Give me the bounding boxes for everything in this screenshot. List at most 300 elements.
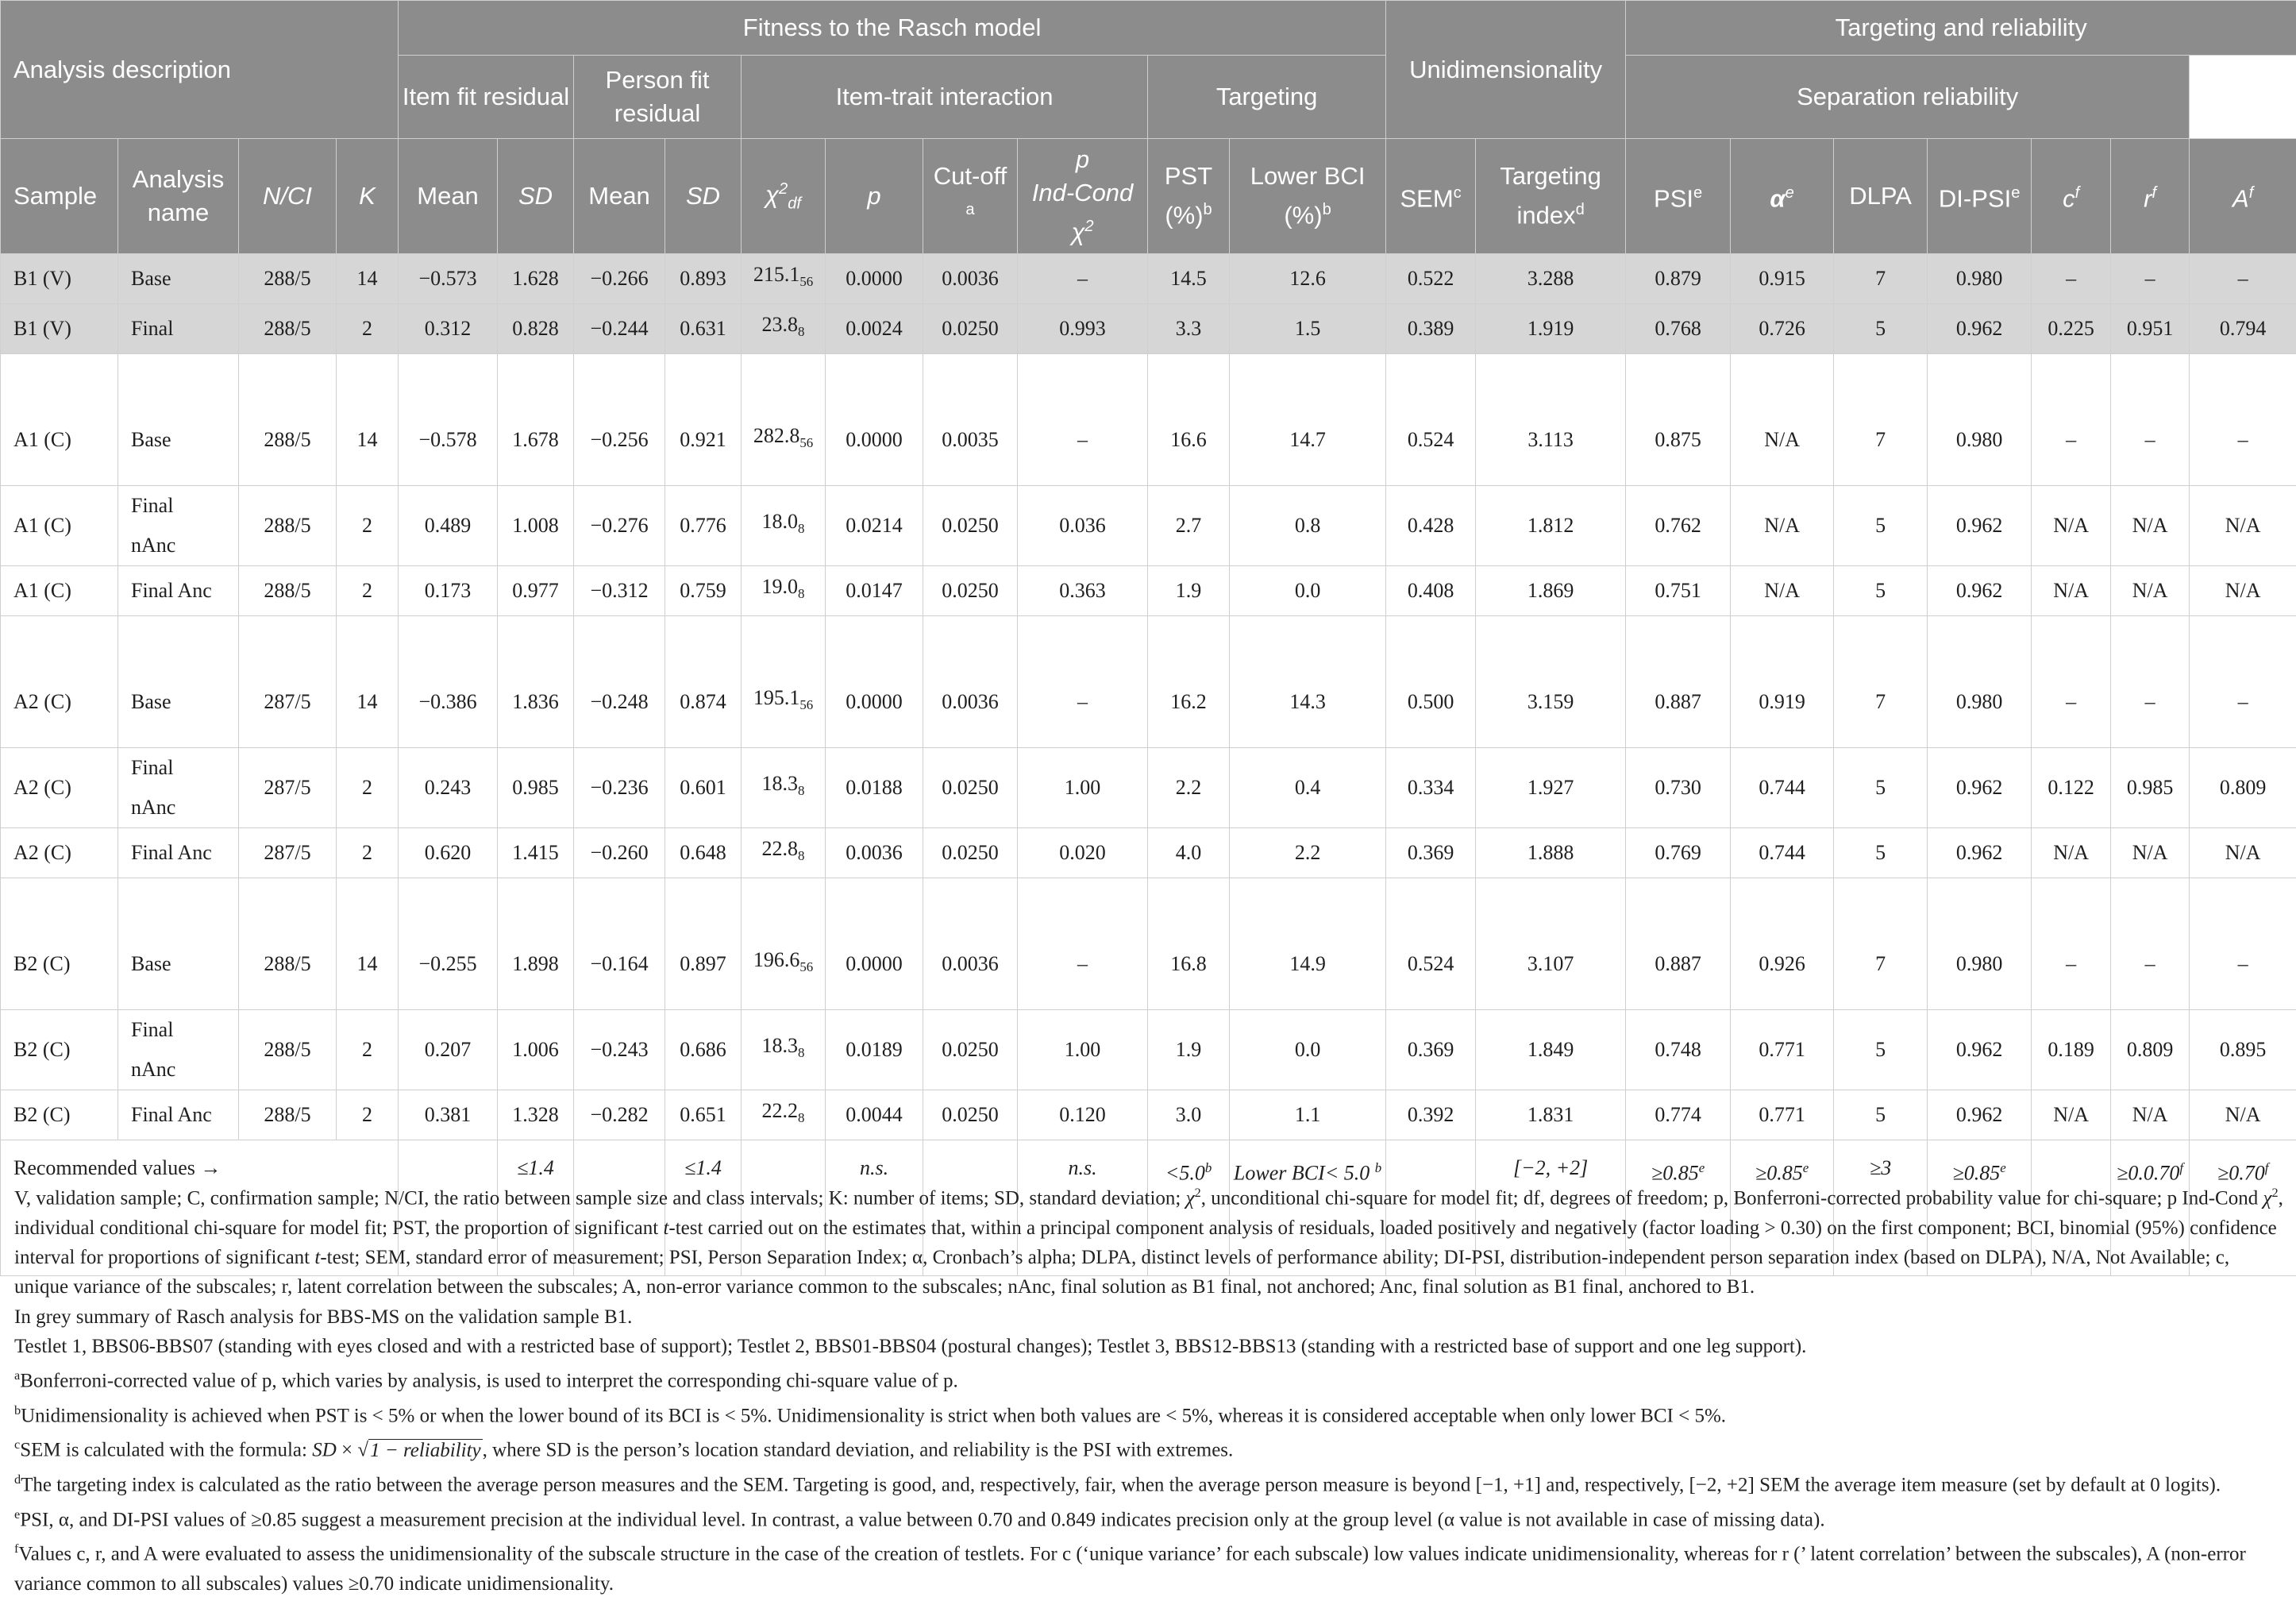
cell-alpha: N/A xyxy=(1731,486,1834,566)
cell-sample: A2 (C) xyxy=(1,828,118,878)
cell-dlpa: 5 xyxy=(1834,486,1928,566)
cell-ti: 1.849 xyxy=(1476,1010,1626,1090)
cell-m2: −0.312 xyxy=(574,566,665,616)
note-abbreviations xyxy=(14,1178,2285,1302)
rec-item-fit-sd: ≤1.4 xyxy=(498,1140,574,1276)
note-abbrev-3: , individual conditional chi-square for model fit; PST, the proportion of significant xyxy=(14,1187,2283,1239)
cell-chi xyxy=(742,878,826,1010)
cell-pind: 1.00 xyxy=(1018,1010,1148,1090)
note-a-mark: a xyxy=(14,1368,21,1383)
cell-pst: 1.9 xyxy=(1148,1010,1230,1090)
col-chi-square xyxy=(742,139,826,254)
cell-a: – xyxy=(2190,878,2296,1010)
cell-m2: −0.243 xyxy=(574,1010,665,1090)
cell-m1: 0.173 xyxy=(399,566,498,616)
cell-lbci: 1.1 xyxy=(1230,1090,1386,1140)
cell-chi xyxy=(742,828,826,878)
cell-pind: 0.363 xyxy=(1018,566,1148,616)
chi-df: 8 xyxy=(798,1045,805,1061)
cell-alpha: 0.726 xyxy=(1731,304,1834,354)
cell-sample: A1 (C) xyxy=(1,486,118,566)
cell-lbci: 0.8 xyxy=(1230,486,1386,566)
cell-sd2: 0.759 xyxy=(665,566,742,616)
cell-r: 0.985 xyxy=(2111,748,2190,828)
col-k: K xyxy=(337,139,399,254)
note-e xyxy=(14,1500,2285,1535)
cell-pst: 16.6 xyxy=(1148,354,1230,486)
note-d xyxy=(14,1465,2285,1500)
cell-sem: 0.522 xyxy=(1386,254,1476,304)
chi-value: 18.3 xyxy=(761,1034,799,1058)
cell-psi: 0.887 xyxy=(1626,616,1731,748)
cell-dipsi: 0.962 xyxy=(1928,1010,2032,1090)
cell-dlpa: 7 xyxy=(1834,254,1928,304)
header-targeting: Targeting xyxy=(1148,56,1386,139)
cell-dlpa: 7 xyxy=(1834,354,1928,486)
analysis-name-part: Final xyxy=(131,494,174,517)
tindex-label: Targeting index xyxy=(1500,162,1601,230)
cell-k: 2 xyxy=(337,748,399,828)
note-c-text-1: SEM is calculated with the formula: xyxy=(20,1439,313,1461)
cell-c: – xyxy=(2032,616,2111,748)
table-row xyxy=(1,828,2296,878)
cell-ti: 1.919 xyxy=(1476,304,1626,354)
cutoff-sup: a xyxy=(965,201,975,219)
chi-value: 18.0 xyxy=(761,510,799,534)
cell-cut: 0.0250 xyxy=(923,304,1018,354)
formula-sd: SD xyxy=(312,1439,337,1461)
rec-dlpa: ≥3 xyxy=(1834,1140,1928,1276)
cell-ti: 1.869 xyxy=(1476,566,1626,616)
table-row xyxy=(1,748,2296,828)
cell-dipsi: 0.962 xyxy=(1928,828,2032,878)
cell-pst: 1.9 xyxy=(1148,566,1230,616)
cell-pst: 3.3 xyxy=(1148,304,1230,354)
cell-lbci: 14.9 xyxy=(1230,878,1386,1010)
chi-value: 22.8 xyxy=(761,837,799,861)
cell-p: 0.0000 xyxy=(826,616,923,748)
cell-nci: 287/5 xyxy=(239,748,337,828)
cell-lbci: 2.2 xyxy=(1230,828,1386,878)
rec-person-fit-sd: ≤1.4 xyxy=(665,1140,742,1276)
cell-dipsi: 0.962 xyxy=(1928,1090,2032,1140)
cell-k: 2 xyxy=(337,1090,399,1140)
cell-c: N/A xyxy=(2032,486,2111,566)
psi-label: PSI xyxy=(1654,184,1694,213)
rec-a-value: ≥0.70 xyxy=(2217,1161,2265,1185)
note-testlets: Testlet 1, BBS06-BBS07 (standing with eyes closed and with a restricted base of support); Testlet 2, BBS01-BBS04 (postural changes); Testlet 3, BBS12-BBS13 (standing with a restricted base of support and one leg support). xyxy=(14,1335,1807,1357)
chi-symbol: χ xyxy=(765,180,779,209)
cell-alpha: 0.926 xyxy=(1731,878,1834,1010)
c-sup: f xyxy=(2074,184,2080,203)
cell-psi: 0.751 xyxy=(1626,566,1731,616)
cell-sd2: 0.893 xyxy=(665,254,742,304)
cell-dlpa: 5 xyxy=(1834,566,1928,616)
cell-pind: 0.993 xyxy=(1018,304,1148,354)
cell-p: 0.0188 xyxy=(826,748,923,828)
table-row xyxy=(1,616,2296,748)
cell-m1: −0.578 xyxy=(399,354,498,486)
col-person-fit-mean: Mean xyxy=(574,139,665,254)
cell-alpha: 0.744 xyxy=(1731,828,1834,878)
cell-k: 2 xyxy=(337,566,399,616)
cell-c: – xyxy=(2032,254,2111,304)
cell-p: 0.0147 xyxy=(826,566,923,616)
cell-m2: −0.266 xyxy=(574,254,665,304)
rec-a-sup: f xyxy=(2264,1160,2269,1175)
cell-m1: 0.312 xyxy=(399,304,498,354)
cell-psi: 0.748 xyxy=(1626,1010,1731,1090)
cell-sd2: 0.651 xyxy=(665,1090,742,1140)
cell-psi: 0.768 xyxy=(1626,304,1731,354)
cell-c: N/A xyxy=(2032,1090,2111,1140)
col-r xyxy=(2111,139,2190,254)
lbci-label: Lower BCI (%) xyxy=(1250,162,1366,230)
pst-label: PST (%) xyxy=(1164,162,1213,230)
cell-name xyxy=(118,1010,239,1090)
cell-sample: B2 (C) xyxy=(1,1090,118,1140)
cell-nci: 287/5 xyxy=(239,828,337,878)
cell-sd1: 0.985 xyxy=(498,748,574,828)
cell-alpha: N/A xyxy=(1731,354,1834,486)
rec-psi-sup: e xyxy=(1698,1160,1705,1175)
chi-value: 196.6 xyxy=(753,947,800,971)
cell-sample: B2 (C) xyxy=(1,1010,118,1090)
cell-k: 14 xyxy=(337,354,399,486)
cell-dipsi: 0.980 xyxy=(1928,878,2032,1010)
col-alpha xyxy=(1731,139,1834,254)
chi-sub: df xyxy=(788,195,801,213)
cell-pind: 1.00 xyxy=(1018,748,1148,828)
cell-r: N/A xyxy=(2111,1090,2190,1140)
cell-alpha: 0.919 xyxy=(1731,616,1834,748)
cell-m1: 0.620 xyxy=(399,828,498,878)
cell-p: 0.0036 xyxy=(826,828,923,878)
chi-value: 18.3 xyxy=(761,772,799,796)
cell-p: 0.0000 xyxy=(826,254,923,304)
cell-dipsi: 0.962 xyxy=(1928,748,2032,828)
chi-df: 56 xyxy=(799,274,814,290)
note-d-text: The targeting index is calculated as the ratio between the average person measures and the SEM. Targeting is good, and, respectively, fair, when the average person measure is beyond [−1, +1] and, respectively, [−2, +2] SEM the average item measure (set by default at 0 logits). xyxy=(21,1474,2221,1496)
col-p-ind-cond xyxy=(1018,139,1148,254)
cell-dlpa: 7 xyxy=(1834,878,1928,1010)
cell-a: – xyxy=(2190,354,2296,486)
a-label: A xyxy=(2232,184,2249,213)
cell-sample: A1 (C) xyxy=(1,566,118,616)
cell-name xyxy=(118,486,239,566)
cell-alpha: 0.744 xyxy=(1731,748,1834,828)
header-separation-reliability: Separation reliability xyxy=(1626,56,2190,139)
cell-pind: – xyxy=(1018,616,1148,748)
cell-sd1: 1.328 xyxy=(498,1090,574,1140)
rec-p-ind: n.s. xyxy=(1018,1140,1148,1276)
cell-m2: −0.236 xyxy=(574,748,665,828)
cell-pst: 14.5 xyxy=(1148,254,1230,304)
col-analysis-name: Analysis name xyxy=(118,139,239,254)
cell-m1: −0.573 xyxy=(399,254,498,304)
chi-df: 8 xyxy=(798,848,805,864)
cell-m1: 0.207 xyxy=(399,1010,498,1090)
cell-name: Base xyxy=(118,878,239,1010)
cell-sem: 0.524 xyxy=(1386,878,1476,1010)
a-sup: f xyxy=(2248,184,2254,203)
chi-df: 8 xyxy=(798,324,805,340)
cell-dlpa: 5 xyxy=(1834,828,1928,878)
cell-cut: 0.0036 xyxy=(923,616,1018,748)
header-fitness: Fitness to the Rasch model xyxy=(399,1,1386,56)
chi-sup: 2 xyxy=(778,179,788,198)
cell-lbci: 14.3 xyxy=(1230,616,1386,748)
cell-a: – xyxy=(2190,254,2296,304)
rec-alpha-sup: e xyxy=(1802,1160,1809,1175)
cell-m2: −0.276 xyxy=(574,486,665,566)
cell-c: – xyxy=(2032,878,2111,1010)
cell-nci: 288/5 xyxy=(239,486,337,566)
cell-sd1: 1.006 xyxy=(498,1010,574,1090)
cell-name: Final xyxy=(118,304,239,354)
rec-dipsi-value: ≥0.85 xyxy=(1952,1161,2001,1185)
cell-psi: 0.887 xyxy=(1626,878,1731,1010)
cell-a: N/A xyxy=(2190,828,2296,878)
cell-m1: −0.255 xyxy=(399,878,498,1010)
cell-m1: 0.381 xyxy=(399,1090,498,1140)
table-row xyxy=(1,1090,2296,1140)
cell-chi xyxy=(742,748,826,828)
table-row xyxy=(1,566,2296,616)
cell-ti: 3.159 xyxy=(1476,616,1626,748)
cell-c: 0.122 xyxy=(2032,748,2111,828)
chi-value: 22.2 xyxy=(761,1099,799,1123)
cell-p: 0.0189 xyxy=(826,1010,923,1090)
cell-dlpa: 5 xyxy=(1834,304,1928,354)
cell-k: 2 xyxy=(337,486,399,566)
cell-sample: B1 (V) xyxy=(1,254,118,304)
cell-ti: 1.927 xyxy=(1476,748,1626,828)
chi-value: 215.1 xyxy=(753,263,800,287)
note-d-mark: d xyxy=(14,1472,21,1487)
cell-a: 0.809 xyxy=(2190,748,2296,828)
cell-sd2: 0.686 xyxy=(665,1010,742,1090)
cell-ti: 3.107 xyxy=(1476,878,1626,1010)
cell-cut: 0.0250 xyxy=(923,486,1018,566)
cell-name: Final Anc xyxy=(118,566,239,616)
cell-m2: −0.248 xyxy=(574,616,665,748)
cell-dipsi: 0.980 xyxy=(1928,354,2032,486)
r-sup: f xyxy=(2152,184,2157,203)
note-c: $^c$SEM is calculated with the formula: SD × √1 − reliability, where SD is the person’s location standard deviation, and reliability is the PSI with extremes. xyxy=(14,1437,1234,1461)
cell-name xyxy=(118,748,239,828)
rec-dipsi-sup: e xyxy=(2000,1160,2006,1175)
chi-df: 8 xyxy=(798,521,805,537)
sem-sup: c xyxy=(1453,184,1462,203)
table-row xyxy=(1,1010,2296,1090)
col-c xyxy=(2032,139,2111,254)
cell-m2: −0.244 xyxy=(574,304,665,354)
cell-dlpa: 7 xyxy=(1834,616,1928,748)
cell-a: 0.794 xyxy=(2190,304,2296,354)
cell-chi xyxy=(742,486,826,566)
cell-lbci: 0.0 xyxy=(1230,566,1386,616)
cell-psi: 0.774 xyxy=(1626,1090,1731,1140)
lbci-sup: b xyxy=(1322,201,1331,219)
cell-pind: – xyxy=(1018,354,1148,486)
cell-pind: 0.036 xyxy=(1018,486,1148,566)
tindex-sup: d xyxy=(1575,201,1585,219)
cell-c: 0.189 xyxy=(2032,1010,2111,1090)
rec-psi-value: ≥0.85 xyxy=(1651,1161,1699,1185)
note-grey: In grey summary of Rasch analysis for BBS-MS on the validation sample B1. xyxy=(14,1306,633,1328)
col-cutoff xyxy=(923,139,1018,254)
rec-lbci-sup: b xyxy=(1374,1160,1382,1175)
note-abbrev-4: -test carried out on the estimates that, within a principal component analysis of residuals, loaded positively and negatively (factor loading > 0.30) on the first component; BCI, binomial (95%) confidence interval for proportions of significant xyxy=(14,1217,2277,1268)
cell-k: 14 xyxy=(337,878,399,1010)
cell-dipsi: 0.980 xyxy=(1928,254,2032,304)
cell-k: 2 xyxy=(337,1010,399,1090)
cell-a: N/A xyxy=(2190,1090,2296,1140)
cell-sd1: 0.977 xyxy=(498,566,574,616)
note-f-mark: f xyxy=(14,1541,19,1556)
cell-a: 0.895 xyxy=(2190,1010,2296,1090)
p-ind-p: p xyxy=(1075,145,1090,174)
cell-ti: 3.288 xyxy=(1476,254,1626,304)
col-dlpa: DLPA xyxy=(1834,139,1928,254)
note-abbrev-5: -test; SEM, standard error of measurement; PSI, Person Separation Index; α, Cronbach’s alpha; DLPA, distinct levels of performance ability; DI-PSI, distribution-independent person separation index (based on DLPA), N/A, Not Available; c, unique variance of the subscales; r, latent correlation between the subscales; A, non-error variance common to the subscales; nAnc, final solution as B1 final, not anchored; Anc, final solution as B1 final, anchored to B1. xyxy=(14,1246,2230,1298)
col-item-fit-mean: Mean xyxy=(399,139,498,254)
cell-cut: 0.0036 xyxy=(923,878,1018,1010)
analysis-name-part: nAnc xyxy=(131,1058,176,1081)
col-nci: N/CI xyxy=(239,139,337,254)
note-a-text: Bonferroni-corrected value of p, which varies by analysis, is used to interpret the corresponding chi-square value of p. xyxy=(20,1370,958,1392)
cell-p: 0.0214 xyxy=(826,486,923,566)
chi-value: 23.8 xyxy=(761,313,799,337)
header-item-fit xyxy=(399,56,574,139)
cell-name: Base xyxy=(118,354,239,486)
table-header xyxy=(1,1,2296,254)
cell-dipsi: 0.962 xyxy=(1928,304,2032,354)
note-a xyxy=(14,1361,2285,1396)
cell-pind: 0.020 xyxy=(1018,828,1148,878)
cell-sem: 0.389 xyxy=(1386,304,1476,354)
cell-cut: 0.0250 xyxy=(923,1090,1018,1140)
table-row xyxy=(1,254,2296,304)
cell-pst: 3.0 xyxy=(1148,1090,1230,1140)
header-person-fit xyxy=(574,56,742,139)
rec-alpha-value: ≥0.85 xyxy=(1755,1161,1803,1185)
col-lower-bci xyxy=(1230,139,1386,254)
chi-df: 8 xyxy=(798,783,805,799)
note-abbrev-2: , unconditional chi-square for model fit; df, degrees of freedom; p, Bonferroni-corrected probability value for chi-square; p Ind-Cond xyxy=(1200,1187,2263,1209)
cell-nci: 288/5 xyxy=(239,1090,337,1140)
alpha-label: α xyxy=(1770,184,1786,213)
note-t: t xyxy=(663,1217,669,1239)
cell-c: – xyxy=(2032,354,2111,486)
cell-sem: 0.334 xyxy=(1386,748,1476,828)
cell-pst: 2.7 xyxy=(1148,486,1230,566)
cell-ti: 1.888 xyxy=(1476,828,1626,878)
cell-name: Final Anc xyxy=(118,828,239,878)
cell-chi xyxy=(742,566,826,616)
cell-r: N/A xyxy=(2111,486,2190,566)
cell-sd1: 1.836 xyxy=(498,616,574,748)
cell-lbci: 1.5 xyxy=(1230,304,1386,354)
cell-a: – xyxy=(2190,616,2296,748)
rec-p: n.s. xyxy=(826,1140,923,1276)
rec-r-sup: f xyxy=(2179,1160,2184,1175)
cell-m2: −0.282 xyxy=(574,1090,665,1140)
cell-sem: 0.408 xyxy=(1386,566,1476,616)
cell-pind: 0.120 xyxy=(1018,1090,1148,1140)
cell-ti: 3.113 xyxy=(1476,354,1626,486)
table-row xyxy=(1,354,2296,486)
cell-a: N/A xyxy=(2190,486,2296,566)
header-targeting-reliability: Targeting and reliability xyxy=(1626,1,2296,56)
p-ind-label: Ind-Cond χ xyxy=(1031,179,1134,246)
header-analysis-description: Analysis description xyxy=(1,1,399,139)
cell-name: Final Anc xyxy=(118,1090,239,1140)
cell-k: 2 xyxy=(337,304,399,354)
cell-sd1: 1.415 xyxy=(498,828,574,878)
cell-r: 0.809 xyxy=(2111,1010,2190,1090)
cell-c: N/A xyxy=(2032,566,2111,616)
table-row xyxy=(1,486,2296,566)
note-c-mark: c xyxy=(14,1437,21,1452)
cell-c: 0.225 xyxy=(2032,304,2111,354)
cell-sem: 0.392 xyxy=(1386,1090,1476,1140)
note-e-text: PSI, α, and DI-PSI values of ≥0.85 suggest a measurement precision at the individual level. In contrast, a value between 0.70 and 0.849 indicates precision only at the group level (α value is not available in case of missing data). xyxy=(20,1508,1825,1530)
col-sample: Sample xyxy=(1,139,118,254)
col-a xyxy=(2190,139,2296,254)
sem-label: SEM xyxy=(1400,184,1454,213)
chi-df: 56 xyxy=(799,435,814,451)
cell-sample: B2 (C) xyxy=(1,878,118,1010)
cell-chi xyxy=(742,354,826,486)
p-ind-sup: 2 xyxy=(1084,218,1094,236)
rec-lbci-value: Lower BCI< 5.0 xyxy=(1233,1161,1370,1185)
analysis-name-part: Final xyxy=(131,756,174,779)
cell-sd2: 0.921 xyxy=(665,354,742,486)
cell-pst: 4.0 xyxy=(1148,828,1230,878)
cell-sd1: 1.008 xyxy=(498,486,574,566)
cell-nci: 288/5 xyxy=(239,354,337,486)
cell-alpha: 0.915 xyxy=(1731,254,1834,304)
cell-p: 0.0000 xyxy=(826,354,923,486)
cell-lbci: 0.0 xyxy=(1230,1010,1386,1090)
cell-sd2: 0.601 xyxy=(665,748,742,828)
header-unidimensionality: Unidimensionality xyxy=(1386,1,1626,139)
cell-psi: 0.875 xyxy=(1626,354,1731,486)
dipsi-label: DI-PSI xyxy=(1938,184,2012,213)
cell-a: N/A xyxy=(2190,566,2296,616)
cell-pst: 16.2 xyxy=(1148,616,1230,748)
cell-chi xyxy=(742,1010,826,1090)
cell-ti: 1.812 xyxy=(1476,486,1626,566)
cell-p: 0.0044 xyxy=(826,1090,923,1140)
cell-sem: 0.500 xyxy=(1386,616,1476,748)
cell-cut: 0.0250 xyxy=(923,748,1018,828)
cell-dipsi: 0.962 xyxy=(1928,566,2032,616)
cell-r: – xyxy=(2111,254,2190,304)
cell-sd1: 1.628 xyxy=(498,254,574,304)
formula-root: 1 − reliability xyxy=(370,1439,481,1461)
cell-name: Base xyxy=(118,616,239,748)
r-label: r xyxy=(2144,184,2152,213)
dipsi-sup: e xyxy=(2011,184,2021,203)
cell-sd1: 0.828 xyxy=(498,304,574,354)
cell-r: – xyxy=(2111,878,2190,1010)
header-item-fit-label: Item fit residual xyxy=(402,83,570,110)
cell-chi xyxy=(742,616,826,748)
cell-sd1: 1.898 xyxy=(498,878,574,1010)
